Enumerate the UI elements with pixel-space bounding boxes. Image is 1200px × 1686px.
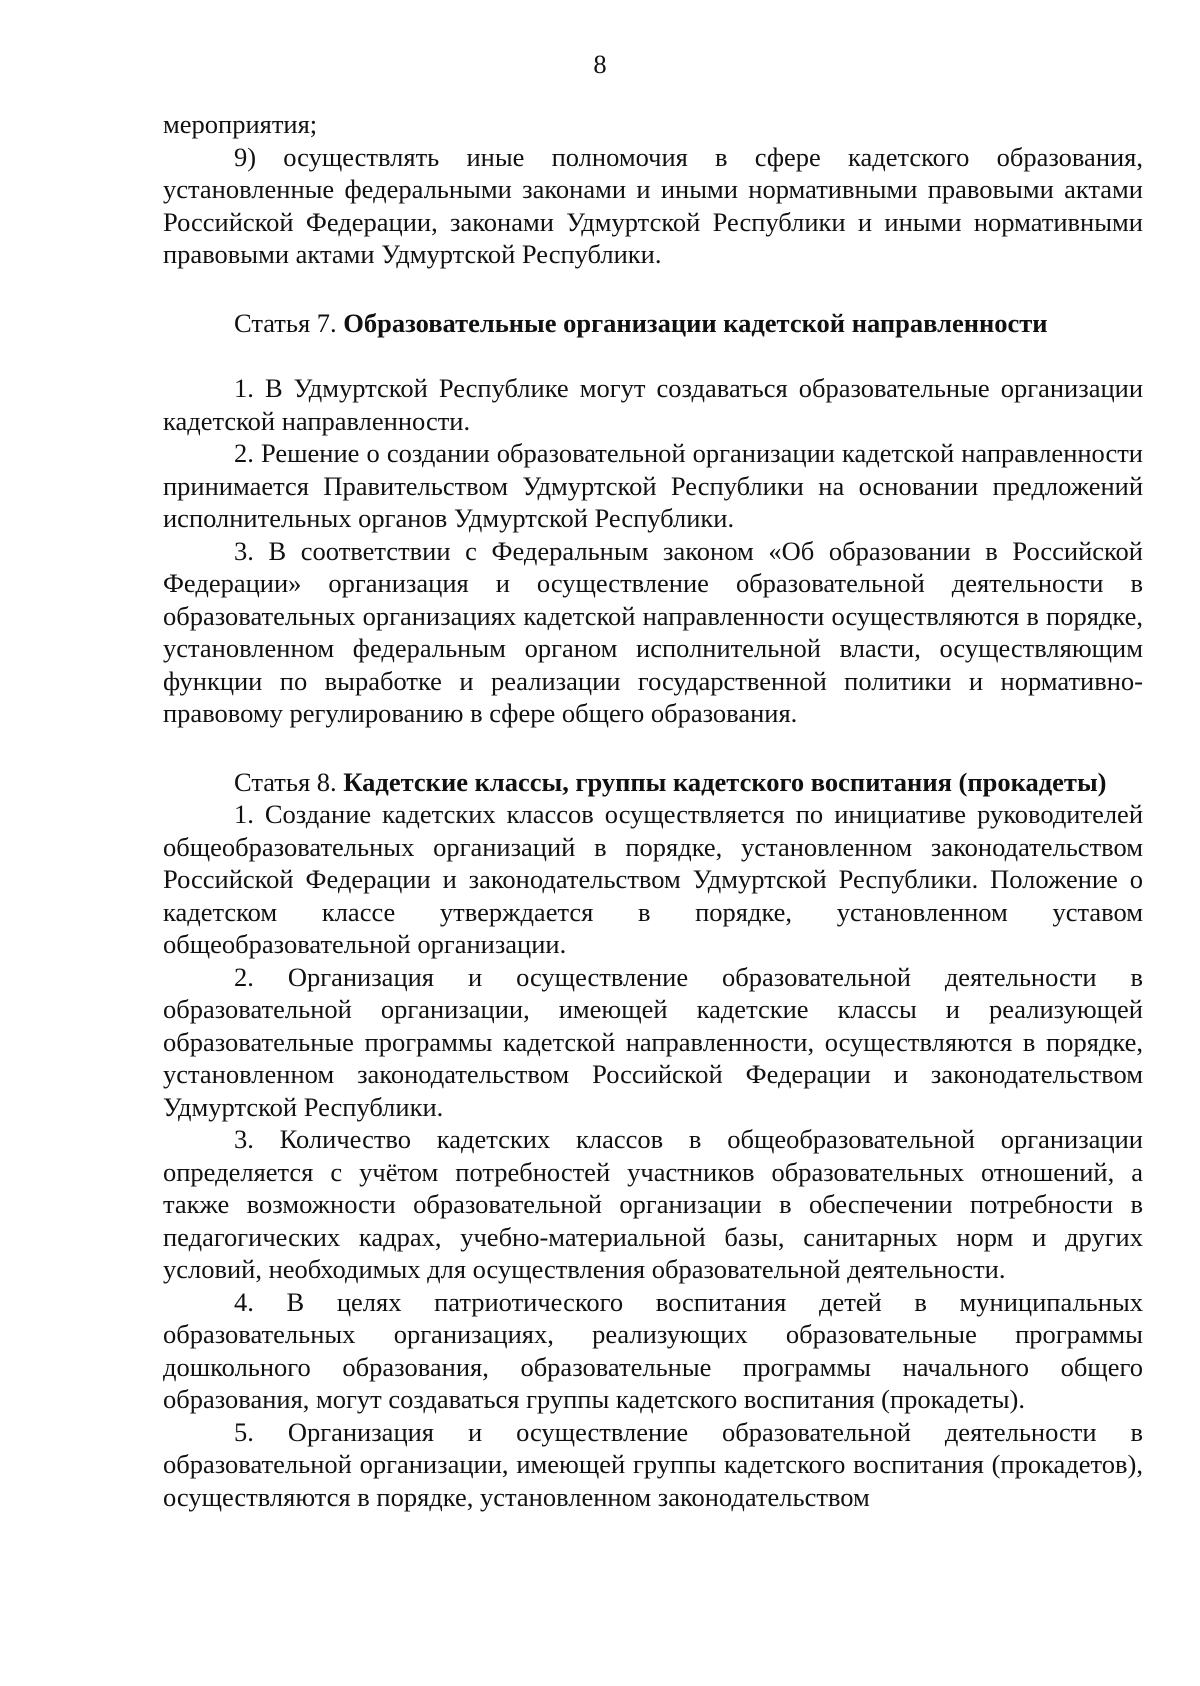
page-number: 8 <box>593 49 607 79</box>
article-8-item-1: 1. Создание кадетских классов осуществляется по инициативе руководителей общеобразовательных организаций в порядке, установленном законодательством Российской Федерации и законодательством Удмуртской Республики. Положение о кадетском классе утверждается в порядке, установленном уставом общеобразовательной организации. <box>163 799 1143 959</box>
article-7-heading <box>163 307 1143 340</box>
article-7-label: Статья 7. <box>234 307 337 338</box>
article-8-title: Кадетские классы, группы кадетского воспитания (прокадеты) <box>343 766 1107 797</box>
article-7-item-1: 1. В Удмуртской Республике могут создаваться образовательные организации кадетской направленности. <box>163 373 1143 436</box>
article-7-item-3: 3. В соответствии с Федеральным законом «Об образовании в Российской Федерации» организация и осуществление образовательной деятельности в образовательных организациях кадетской направленности осуществляются в порядке, установленном федеральным органом исполнительной власти, осуществляющим функции по выработке и реализации государственной политики и нормативно-правовому регулированию в сфере общего образования. <box>163 535 1143 728</box>
article-8-heading <box>163 766 1143 799</box>
document-body <box>163 108 1143 1513</box>
paragraph-continuation: мероприятия; <box>163 109 318 139</box>
article-7-title: Образовательные организации кадетской направленности <box>343 307 1048 338</box>
article-8-item-5: 5. Организация и осуществление образовательной деятельности в образовательной организации, имеющей группы кадетского воспитания (прокадетов), осуществляются в порядке, установленном законодательством <box>163 1416 1143 1512</box>
article-8-label: Статья 8. <box>234 766 337 797</box>
article-8-item-3: 3. Количество кадетских классов в общеобразовательной организации определяется с учётом потребностей участников образовательных отношений, а также возможности образовательной организации в обеспечении потребности в педагогических кадрах, учебно-материальной базы, санитарных норм и других условий, необходимых для осуществления образовательной деятельности. <box>163 1124 1143 1284</box>
article-7-item-2: 2. Решение о создании образовательной организации кадетской направленности принимается Правительством Удмуртской Республики на основании предложений исполнительных органов Удмуртской Республики. <box>163 438 1143 533</box>
article-8-item-2: 2. Организация и осуществление образовательной деятельности в образовательной организации, имеющей кадетские классы и реализующей образовательные программы кадетской направленности, осуществляются в порядке, установленном законодательством Российской Федерации и законодательством Удмуртской Республики. <box>163 961 1143 1122</box>
article-8-item-4: 4. В целях патриотического воспитания детей в муниципальных образовательных организациях, реализующих образовательные программы дошкольного образования, образовательные программы начального общего образования, могут создаваться группы кадетского воспитания (прокадеты). <box>163 1286 1143 1414</box>
paragraph-item-9: 9) осуществлять иные полномочия в сфере кадетского образования, установленные федеральными законами и иными нормативными правовыми актами Российской Федерации, законами Удмуртской Республики и иными нормативными правовыми актами Удмуртской Республики. <box>163 141 1143 269</box>
